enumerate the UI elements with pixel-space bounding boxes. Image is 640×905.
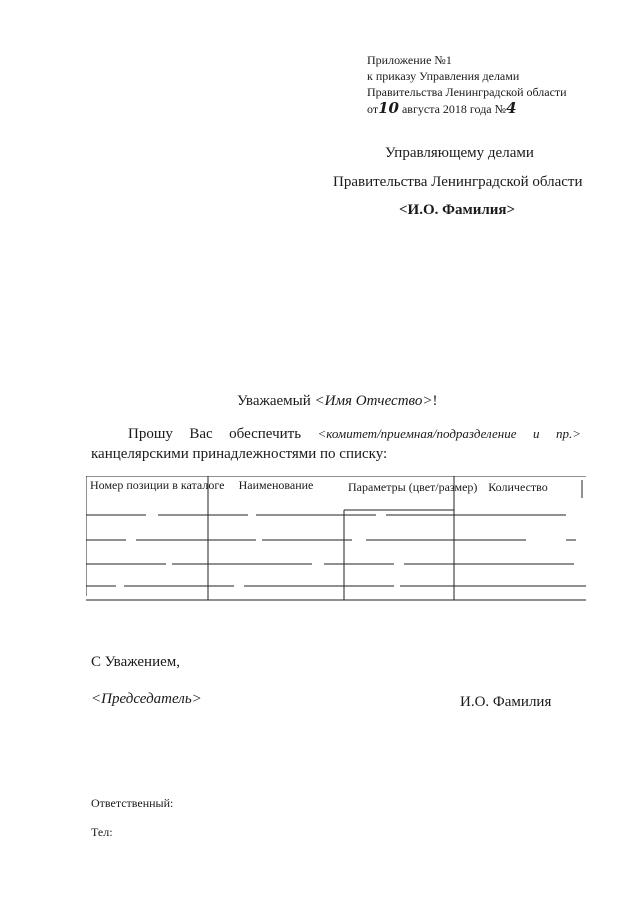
appendix-date-line — [367, 100, 567, 117]
signature-role: <Председатель> — [91, 691, 202, 707]
appendix-government-line: Правительства Ленинградской области — [367, 85, 567, 99]
addressee-name: <И.О. Фамилия> — [399, 202, 516, 218]
request-line-1 — [91, 424, 581, 444]
addressee-title: Управляющему делами — [385, 145, 534, 161]
greeting-prefix: Уважаемый — [237, 393, 315, 409]
signature-name: И.О. Фамилия — [460, 694, 552, 710]
addressee-organization: Правительства Ленинградской области — [333, 174, 583, 190]
request-word: Прошу — [128, 426, 173, 442]
request-word: пр.> — [555, 426, 581, 441]
appendix-title: Приложение №1 — [367, 53, 452, 67]
table-grid — [86, 476, 586, 606]
greeting-suffix: ! — [432, 393, 438, 409]
date-prefix: от — [367, 102, 379, 116]
appendix-block — [367, 52, 567, 117]
phone-label: Тел: — [91, 825, 113, 839]
greeting-placeholder: <Имя Отчество> — [314, 393, 433, 409]
header-name: Наименование — [238, 478, 314, 492]
request-word: Вас — [189, 426, 213, 442]
closing: С Уважением, — [91, 654, 181, 670]
header-parameters: Параметры (цвет/размер) — [348, 480, 478, 494]
responsible-label: Ответственный: — [91, 796, 174, 810]
header-quantity: Количество — [488, 480, 548, 494]
handwritten-day: 10 — [378, 99, 399, 117]
header-catalog-number: Номер позиции в каталоге — [90, 478, 225, 492]
date-month-year: августа 2018 года № — [401, 102, 507, 116]
greeting — [237, 393, 437, 410]
request-line-2: канцелярскими принадлежностями по списку: — [91, 446, 388, 462]
handwritten-number: 4 — [506, 99, 517, 117]
request-paragraph — [91, 424, 581, 464]
request-word: и — [532, 426, 540, 441]
request-word: обеспечить — [229, 426, 302, 442]
supplies-table — [86, 476, 586, 606]
request-placeholder: <комитет/приемная/подразделение — [317, 426, 517, 441]
appendix-order-line: к приказу Управления делами — [367, 69, 520, 83]
